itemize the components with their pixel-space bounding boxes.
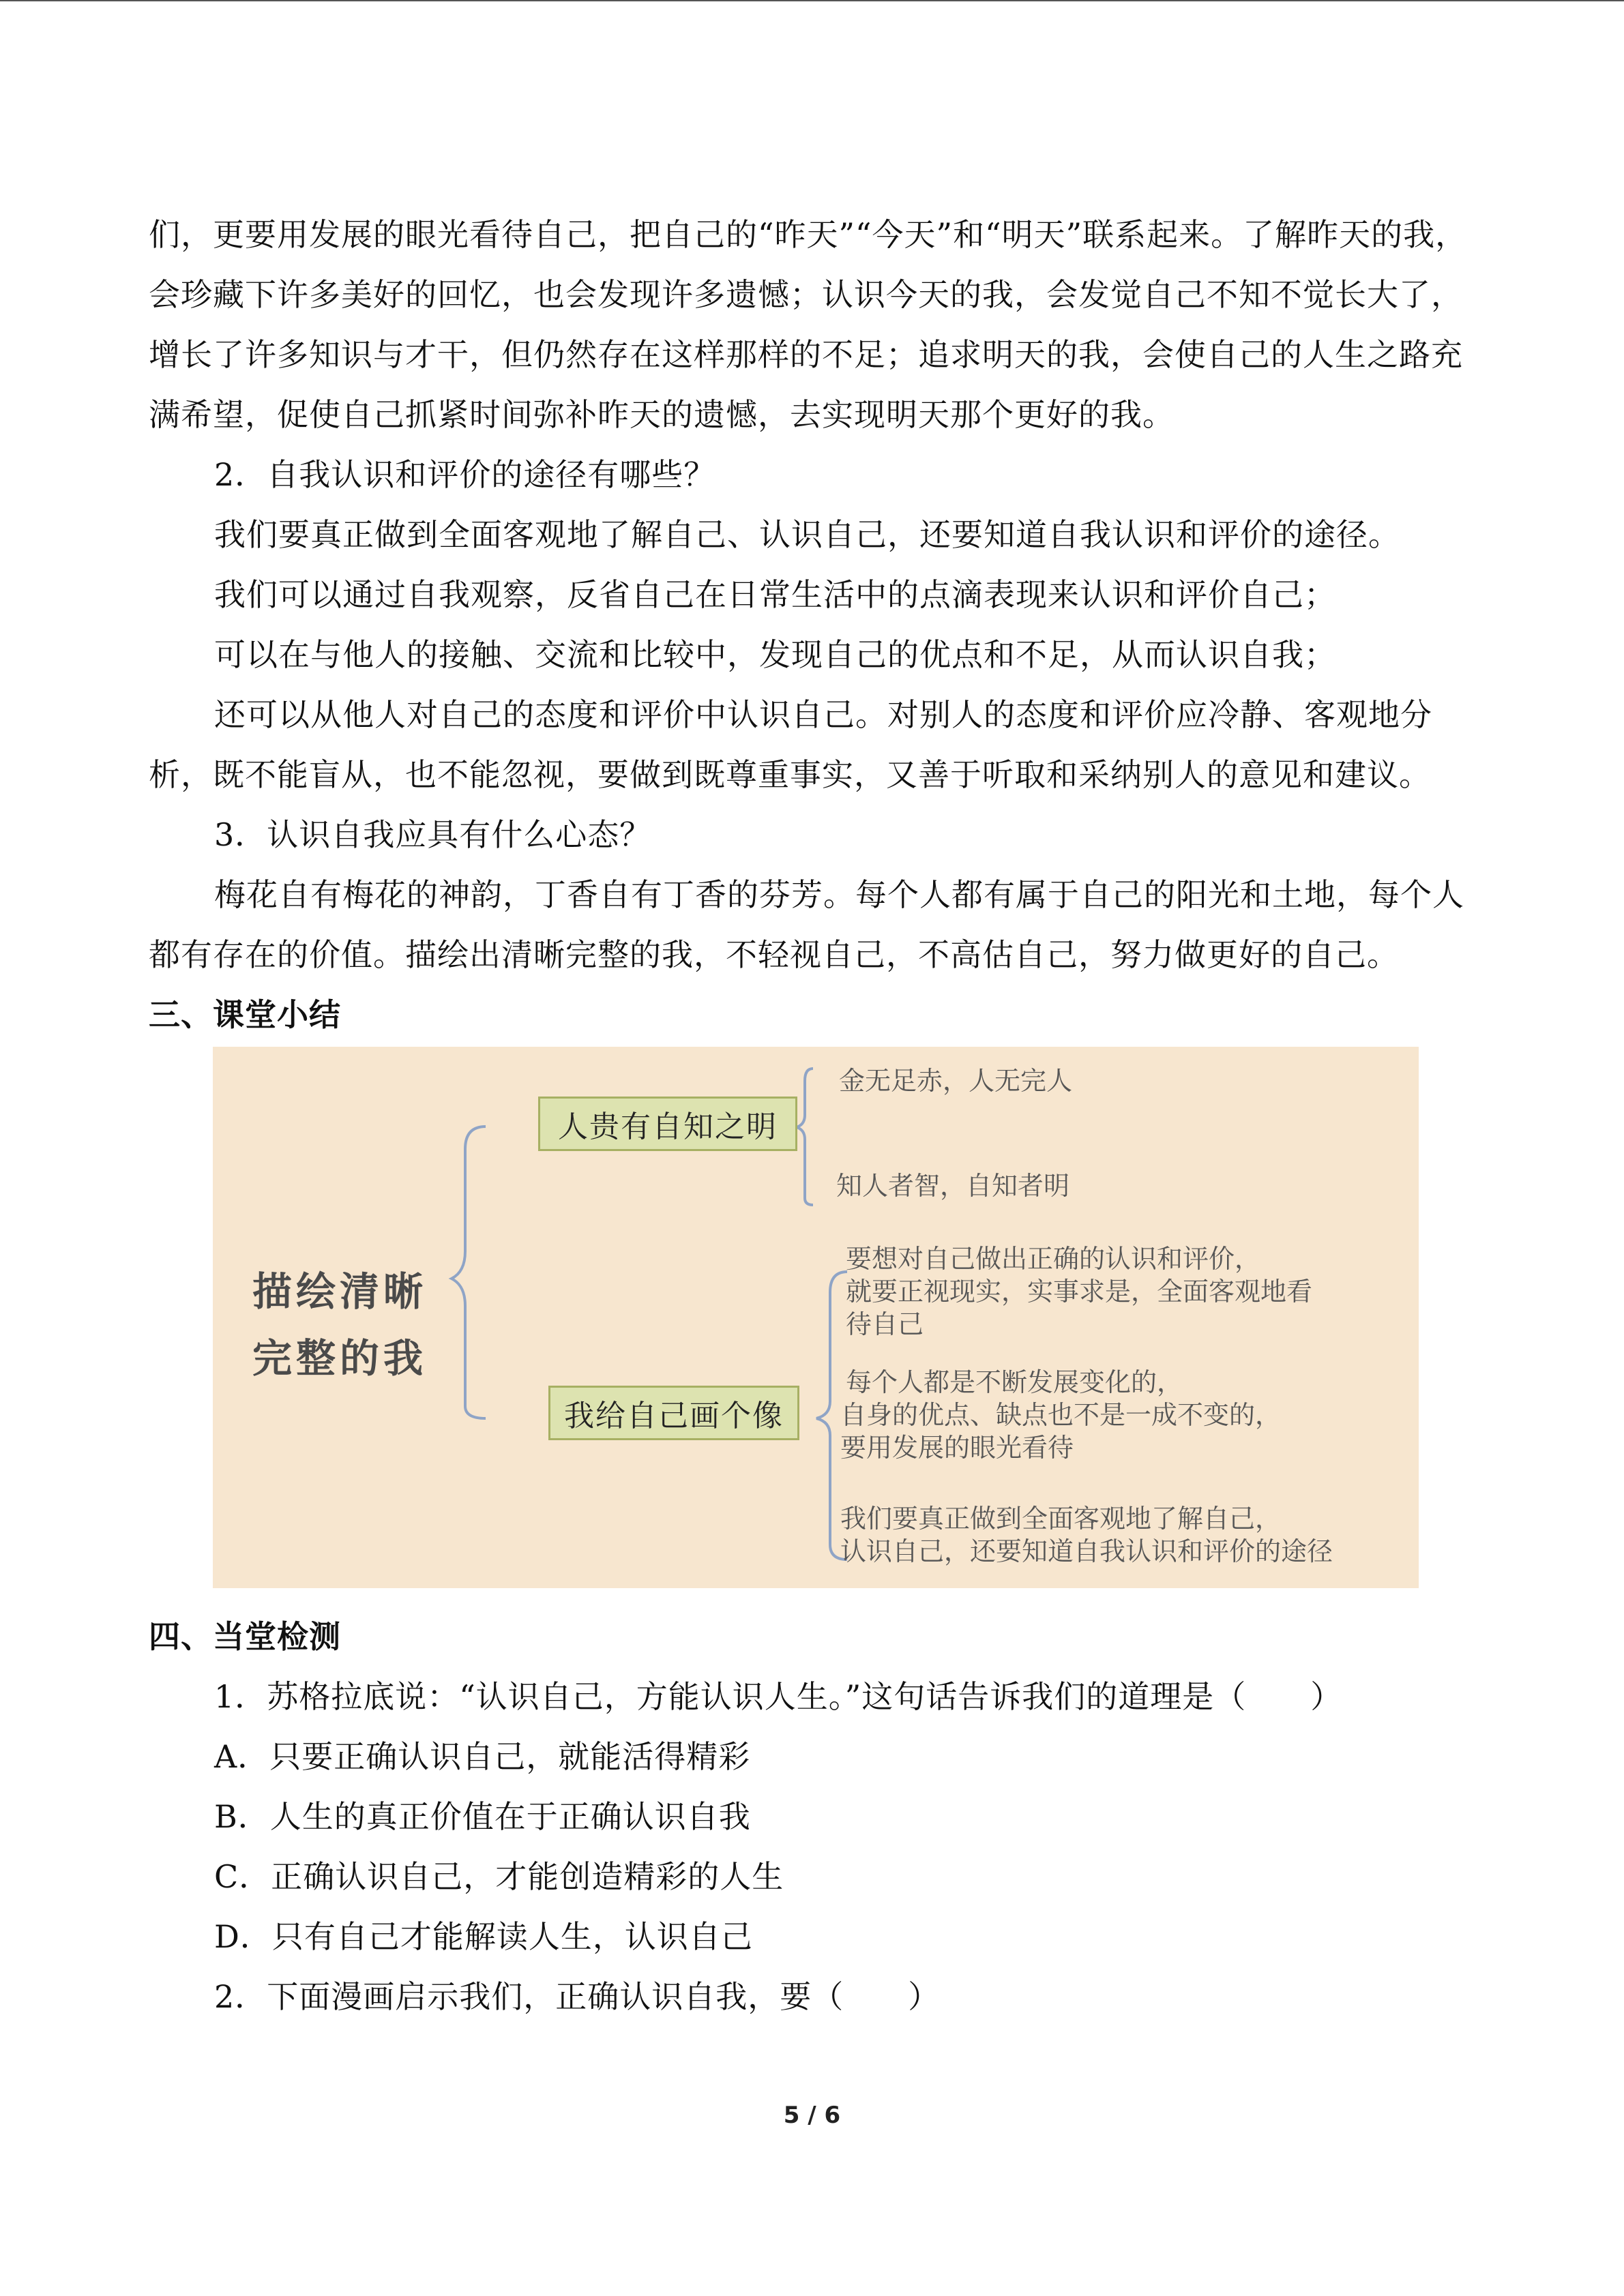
branch-2-item-1-line-2: 就要正视现实，实事求是，全面客观地看 [846,1277,1313,1307]
page-top-border [0,0,1624,1]
branch-2-item-1-line-1: 要想对自己做出正确的认识和评价， [846,1244,1261,1274]
quiz-q1-option-c: C．正确认识自己，才能创造精彩的人生 [214,1858,784,1895]
answer-paragraph-2: 我们可以通过自我观察，反省自己在日常生活中的点滴表现来认识和评价自己； [214,576,1336,613]
question-2-heading: 2．自我认识和评价的途径有哪些？ [214,456,716,493]
branch-2-item-3-line-1: 我们要真正做到全面客观地了解自己， [840,1504,1282,1534]
branch-self-portrait: 我给自己画个像 [548,1386,799,1440]
page-number: 5 / 6 [783,2102,841,2129]
quiz-question-2: 2．下面漫画启示我们，正确认识自我，要（ ） [214,1978,941,2015]
section-heading-quiz: 四、当堂检测 [149,1618,341,1655]
quiz-q1-option-b: B．人生的真正价值在于正确认识自我 [214,1798,751,1835]
answer-paragraph-4: 还可以从他人对自己的态度和评价中认识自己。对别人的态度和评价应冷静、客观地分析，既不能盲从，也不能忽视，要做到既尊重事实，又善于听取和采纳别人的意见和建议。 [149,696,1432,793]
quiz-q1-option-a: A．只要正确认识自己，就能活得精彩 [214,1738,751,1775]
answer-paragraph-1: 我们要真正做到全面客观地了解自己、认识自己，还要知道自我认识和评价的途径。 [214,516,1400,553]
summary-mind-map [213,1047,1419,1588]
root-line-2: 完整的我 [252,1335,428,1382]
branch-2-item-3-line-2: 认识自己，还要知道自我认识和评价的途径 [840,1536,1333,1566]
branch-2-item-1-line-3: 待自己 [846,1309,924,1339]
branch-2-item-2-line-3: 要用发展的眼光看待 [840,1433,1074,1463]
paragraph-development-view: 们，更要用发展的眼光看待自己，把自己的“昨天”“今天”和“明天”联系起来。了解昨天的我，会珍藏下许多美好的回忆，也会发现许多遗憾；认识今天的我，会发觉自己不知不觉长大了，增长了许多知识与才干，但仍然存在这样那样的不足；追求明天的我，会使自己的人生之路充满希望，促使自己抓紧时间弥补昨天的遗憾，去实现明天那个更好的我。 [149,216,1468,433]
answer-paragraph-5: 梅花自有梅花的神韵，丁香自有丁香的芬芳。每个人都有属于自己的阳光和土地，每个人都有存在的价值。描绘出清晰完整的我，不轻视自己，不高估自己，努力做更好的自己。 [149,876,1464,973]
quiz-question-1: 1．苏格拉底说：“认识自己，方能认识人生。”这句话告诉我们的道理是（ ） [214,1678,1343,1715]
answer-paragraph-3: 可以在与他人的接触、交流和比较中，发现自己的优点和不足，从而认识自我； [214,636,1336,673]
mind-map-root [252,1258,427,1392]
quiz-q1-option-d: D．只有自己才能解读人生，认识自己 [214,1918,753,1955]
root-line-1: 描绘清晰 [252,1268,428,1315]
branch-1-item-1: 金无足赤，人无完人 [839,1066,1073,1096]
branch-self-knowledge: 人贵有自知之明 [538,1097,797,1151]
branch-1-item-2: 知人者智，自知者明 [836,1171,1070,1201]
question-3-heading: 3．认识自我应具有什么心态？ [214,816,652,853]
branch-2-item-2-line-2: 自身的优点、缺点也不是一成不变的， [840,1400,1282,1430]
section-heading-summary: 三、课堂小结 [149,996,341,1033]
branch-2-item-2-line-1: 每个人都是不断发展变化的， [846,1367,1183,1397]
